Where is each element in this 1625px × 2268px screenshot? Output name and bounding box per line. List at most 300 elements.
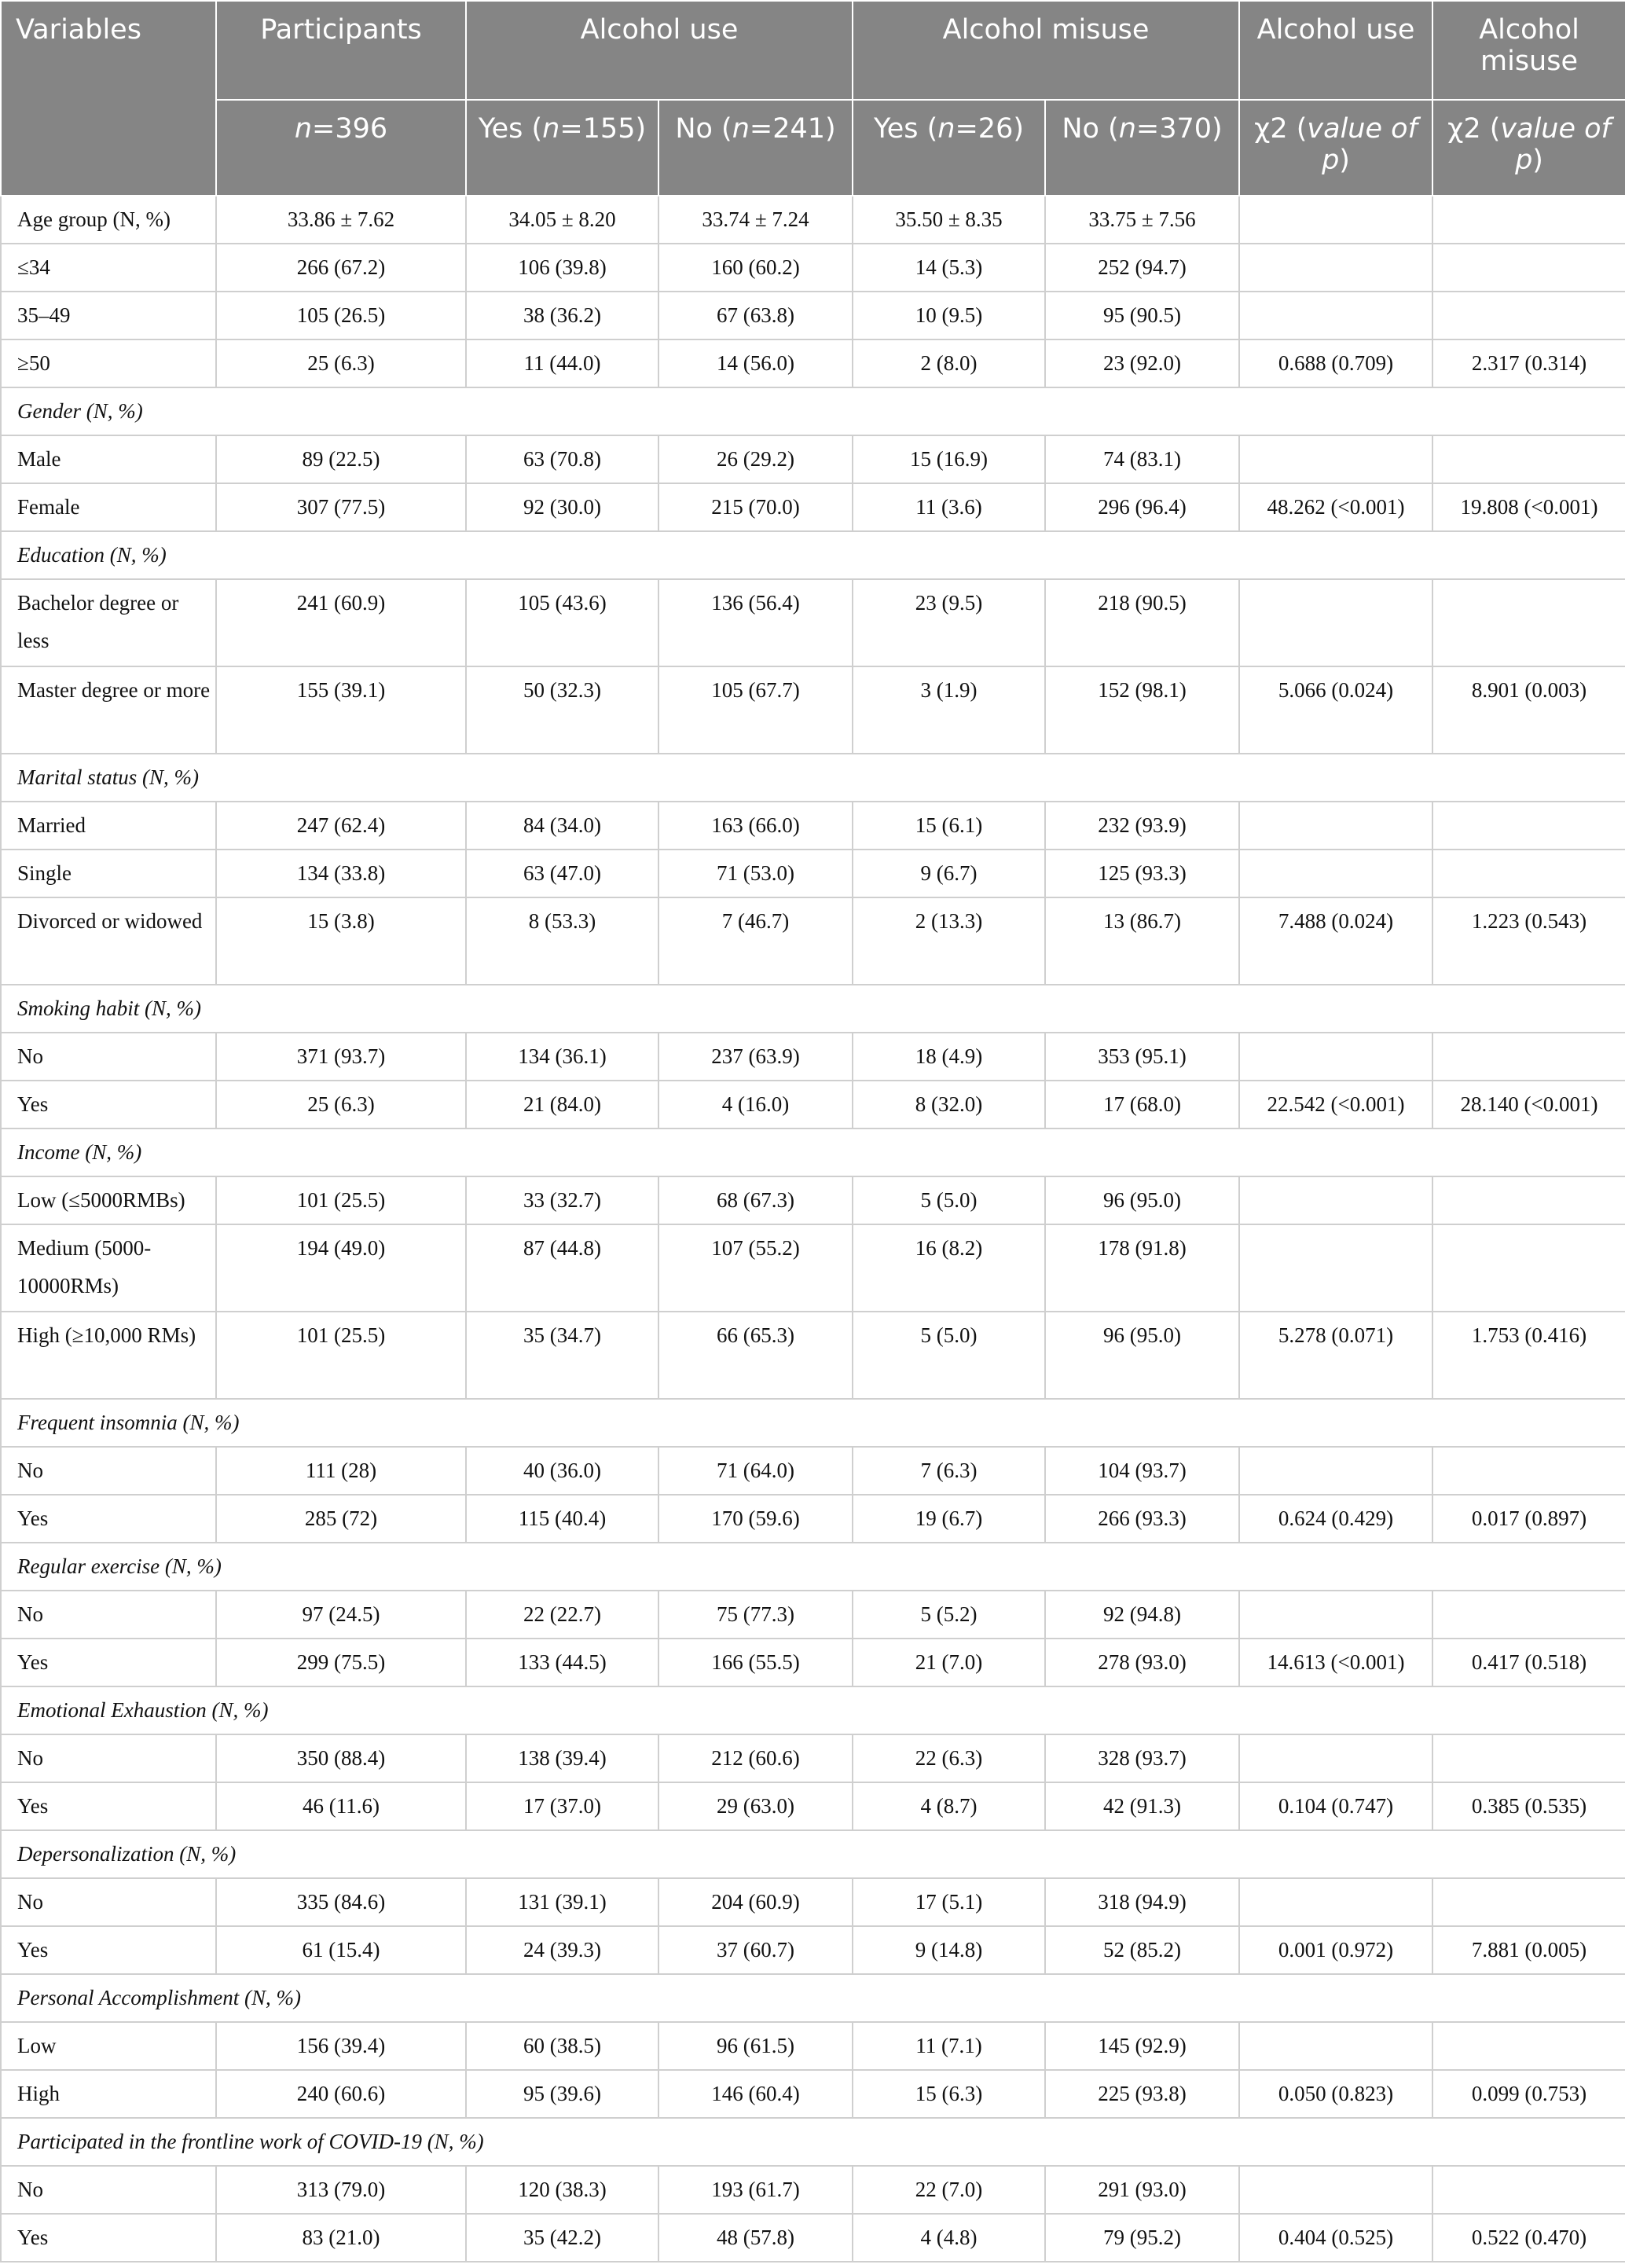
section-label: Gender (N, %) bbox=[1, 387, 1625, 435]
section-label: Education (N, %) bbox=[1, 531, 1625, 579]
section-row bbox=[1, 1128, 1625, 1176]
header-chi-use: Alcohol use bbox=[1239, 1, 1432, 100]
header-use-no bbox=[658, 100, 853, 196]
row-label: Yes bbox=[1, 1639, 216, 1686]
table-cell: 33.74 ± 7.24 bbox=[658, 196, 853, 244]
table-cell: 95 (90.5) bbox=[1045, 292, 1239, 339]
table-cell: 155 (39.1) bbox=[216, 666, 466, 754]
row-label: No bbox=[1, 1033, 216, 1081]
table-cell: 11 (44.0) bbox=[466, 339, 658, 387]
row-label: Low bbox=[1, 2022, 216, 2070]
table-cell: 19.808 (<0.001) bbox=[1432, 483, 1625, 531]
header-chi-misuse bbox=[1432, 1, 1625, 100]
n-symbol: n bbox=[1118, 113, 1136, 145]
table-cell: 95 (39.6) bbox=[466, 2070, 658, 2118]
table-cell: 21 (84.0) bbox=[466, 1081, 658, 1128]
table-cell bbox=[1239, 2022, 1432, 2070]
table-cell: 15 (3.8) bbox=[216, 897, 466, 985]
table-cell: 193 (61.7) bbox=[658, 2166, 853, 2214]
table-cell: 170 (59.6) bbox=[658, 1495, 853, 1543]
table-cell: 35 (34.7) bbox=[466, 1312, 658, 1399]
table-cell: 335 (84.6) bbox=[216, 1878, 466, 1926]
table-row bbox=[1, 292, 1625, 339]
table-cell: 131 (39.1) bbox=[466, 1878, 658, 1926]
table-cell: 96 (95.0) bbox=[1045, 1176, 1239, 1224]
table-cell: 178 (91.8) bbox=[1045, 1224, 1239, 1312]
header-participants: Participants bbox=[216, 1, 466, 100]
row-label: ≥50 bbox=[1, 339, 216, 387]
table-row bbox=[1, 1639, 1625, 1686]
header-chi-misuse-text: Alcohol misuse bbox=[1479, 14, 1579, 77]
row-label: Yes bbox=[1, 2214, 216, 2262]
table-cell: 33.86 ± 7.62 bbox=[216, 196, 466, 244]
table-row bbox=[1, 802, 1625, 850]
table-cell: 160 (60.2) bbox=[658, 244, 853, 292]
table-cell: 194 (49.0) bbox=[216, 1224, 466, 1312]
table-cell bbox=[1239, 244, 1432, 292]
section-row bbox=[1, 754, 1625, 802]
table-cell: 66 (65.3) bbox=[658, 1312, 853, 1399]
table-row bbox=[1, 435, 1625, 483]
use-yes-prefix: Yes ( bbox=[478, 113, 543, 145]
row-label: Married bbox=[1, 802, 216, 850]
table-cell: 23 (92.0) bbox=[1045, 339, 1239, 387]
use-no-value: =241) bbox=[749, 113, 836, 145]
table-cell: 22 (22.7) bbox=[466, 1591, 658, 1639]
table-cell: 105 (43.6) bbox=[466, 579, 658, 666]
table-cell: 134 (36.1) bbox=[466, 1033, 658, 1081]
table-cell: 0.104 (0.747) bbox=[1239, 1782, 1432, 1830]
table-cell: 266 (67.2) bbox=[216, 244, 466, 292]
table-cell: 0.624 (0.429) bbox=[1239, 1495, 1432, 1543]
table-cell bbox=[1432, 1591, 1625, 1639]
table-cell: 5 (5.0) bbox=[853, 1312, 1045, 1399]
table-row bbox=[1, 2022, 1625, 2070]
table-row bbox=[1, 2070, 1625, 2118]
table-cell: 307 (77.5) bbox=[216, 483, 466, 531]
table-cell bbox=[1432, 1878, 1625, 1926]
table-cell: 22 (7.0) bbox=[853, 2166, 1045, 2214]
table-cell: 33 (32.7) bbox=[466, 1176, 658, 1224]
table-cell: 134 (33.8) bbox=[216, 850, 466, 897]
table-cell: 3 (1.9) bbox=[853, 666, 1045, 754]
table-cell: 68 (67.3) bbox=[658, 1176, 853, 1224]
table-cell: 35 (42.2) bbox=[466, 2214, 658, 2262]
table-cell: 15 (6.1) bbox=[853, 802, 1045, 850]
table-cell: 37 (60.7) bbox=[658, 1926, 853, 1974]
row-label: ≤34 bbox=[1, 244, 216, 292]
section-row bbox=[1, 985, 1625, 1033]
table-cell: 23 (9.5) bbox=[853, 579, 1045, 666]
table-cell: 166 (55.5) bbox=[658, 1639, 853, 1686]
section-label: Smoking habit (N, %) bbox=[1, 985, 1625, 1033]
table-cell: 18 (4.9) bbox=[853, 1033, 1045, 1081]
table-cell: 105 (67.7) bbox=[658, 666, 853, 754]
table-cell: 25 (6.3) bbox=[216, 1081, 466, 1128]
table-cell: 92 (94.8) bbox=[1045, 1591, 1239, 1639]
table-cell bbox=[1432, 435, 1625, 483]
table-cell bbox=[1432, 1033, 1625, 1081]
table-cell: 350 (88.4) bbox=[216, 1734, 466, 1782]
table-cell: 4 (16.0) bbox=[658, 1081, 853, 1128]
row-label: Female bbox=[1, 483, 216, 531]
row-label: Yes bbox=[1, 1081, 216, 1128]
use-no-prefix: No ( bbox=[675, 113, 732, 145]
table-body bbox=[1, 196, 1625, 2262]
table-cell: 163 (66.0) bbox=[658, 802, 853, 850]
table-cell: 22 (6.3) bbox=[853, 1734, 1045, 1782]
table-cell: 11 (7.1) bbox=[853, 2022, 1045, 2070]
table-cell: 0.050 (0.823) bbox=[1239, 2070, 1432, 2118]
section-row bbox=[1, 387, 1625, 435]
table-cell bbox=[1239, 196, 1432, 244]
table-cell: 106 (39.8) bbox=[466, 244, 658, 292]
header-chi-value-misuse bbox=[1432, 100, 1625, 196]
misuse-yes-prefix: Yes ( bbox=[874, 113, 938, 145]
table-cell: 7.881 (0.005) bbox=[1432, 1926, 1625, 1974]
table-cell: 21 (7.0) bbox=[853, 1639, 1045, 1686]
misuse-no-prefix: No ( bbox=[1062, 113, 1119, 145]
row-label: No bbox=[1, 1878, 216, 1926]
row-label: No bbox=[1, 1447, 216, 1495]
table-cell: 71 (64.0) bbox=[658, 1447, 853, 1495]
table-cell: 14 (56.0) bbox=[658, 339, 853, 387]
section-label: Regular exercise (N, %) bbox=[1, 1543, 1625, 1591]
row-label: Male bbox=[1, 435, 216, 483]
section-row bbox=[1, 2118, 1625, 2166]
table-row bbox=[1, 1447, 1625, 1495]
chi-value-label: value of p bbox=[1500, 113, 1611, 176]
chi-label: χ2 ( bbox=[1254, 113, 1308, 145]
table-cell: 101 (25.5) bbox=[216, 1176, 466, 1224]
table-cell bbox=[1239, 1734, 1432, 1782]
table-cell: 19 (6.7) bbox=[853, 1495, 1045, 1543]
table-cell: 156 (39.4) bbox=[216, 2022, 466, 2070]
row-label: No bbox=[1, 2166, 216, 2214]
table-cell: 2 (13.3) bbox=[853, 897, 1045, 985]
section-label: Frequent insomnia (N, %) bbox=[1, 1399, 1625, 1447]
table-cell: 115 (40.4) bbox=[466, 1495, 658, 1543]
table-row bbox=[1, 1081, 1625, 1128]
table-cell: 371 (93.7) bbox=[216, 1033, 466, 1081]
table-cell bbox=[1432, 802, 1625, 850]
section-label: Personal Accomplishment (N, %) bbox=[1, 1974, 1625, 2022]
table-cell: 252 (94.7) bbox=[1045, 244, 1239, 292]
table-cell: 67 (63.8) bbox=[658, 292, 853, 339]
table-cell: 105 (26.5) bbox=[216, 292, 466, 339]
table-cell bbox=[1239, 1033, 1432, 1081]
row-label: Master degree or more bbox=[1, 666, 216, 754]
table-cell bbox=[1239, 1591, 1432, 1639]
table-cell: 8 (32.0) bbox=[853, 1081, 1045, 1128]
table-cell: 1.753 (0.416) bbox=[1432, 1312, 1625, 1399]
table-row bbox=[1, 339, 1625, 387]
table-cell: 0.099 (0.753) bbox=[1432, 2070, 1625, 2118]
table-cell bbox=[1239, 1176, 1432, 1224]
table-cell: 28.140 (<0.001) bbox=[1432, 1081, 1625, 1128]
table-cell: 247 (62.4) bbox=[216, 802, 466, 850]
table-cell: 46 (11.6) bbox=[216, 1782, 466, 1830]
table-cell: 5 (5.0) bbox=[853, 1176, 1045, 1224]
table-cell bbox=[1239, 1224, 1432, 1312]
section-label: Income (N, %) bbox=[1, 1128, 1625, 1176]
header-chi-value-use bbox=[1239, 100, 1432, 196]
table-cell: 240 (60.6) bbox=[216, 2070, 466, 2118]
table-cell: 152 (98.1) bbox=[1045, 666, 1239, 754]
chi-close: ) bbox=[1339, 145, 1350, 176]
table-cell bbox=[1432, 1224, 1625, 1312]
table-cell: 237 (63.9) bbox=[658, 1033, 853, 1081]
table-cell: 14 (5.3) bbox=[853, 244, 1045, 292]
table-cell: 296 (96.4) bbox=[1045, 483, 1239, 531]
table-row bbox=[1, 1312, 1625, 1399]
table-cell bbox=[1432, 292, 1625, 339]
table-cell bbox=[1239, 579, 1432, 666]
table-cell bbox=[1432, 579, 1625, 666]
table-cell bbox=[1432, 1734, 1625, 1782]
table-cell: 146 (60.4) bbox=[658, 2070, 853, 2118]
row-label: Divorced or widowed bbox=[1, 897, 216, 985]
table-cell: 48 (57.8) bbox=[658, 2214, 853, 2262]
table-cell: 0.522 (0.470) bbox=[1432, 2214, 1625, 2262]
table-cell: 8 (53.3) bbox=[466, 897, 658, 985]
table-cell: 136 (56.4) bbox=[658, 579, 853, 666]
table-cell: 138 (39.4) bbox=[466, 1734, 658, 1782]
table-cell: 0.688 (0.709) bbox=[1239, 339, 1432, 387]
row-label: 35–49 bbox=[1, 292, 216, 339]
chi-value-label: value of p bbox=[1307, 113, 1418, 176]
row-label: Yes bbox=[1, 1926, 216, 1974]
table-cell: 0.017 (0.897) bbox=[1432, 1495, 1625, 1543]
row-label: High (≥10,000 RMs) bbox=[1, 1312, 216, 1399]
table-cell: 96 (61.5) bbox=[658, 2022, 853, 2070]
misuse-no-value: =370) bbox=[1135, 113, 1223, 145]
n-symbol: n bbox=[294, 113, 313, 145]
table-cell: 313 (79.0) bbox=[216, 2166, 466, 2214]
table-cell: 5 (5.2) bbox=[853, 1591, 1045, 1639]
table-cell bbox=[1432, 196, 1625, 244]
table-cell: 107 (55.2) bbox=[658, 1224, 853, 1312]
table-cell: 0.385 (0.535) bbox=[1432, 1782, 1625, 1830]
chi-close: ) bbox=[1532, 145, 1543, 176]
table-cell: 104 (93.7) bbox=[1045, 1447, 1239, 1495]
table-row bbox=[1, 1591, 1625, 1639]
table-cell: 71 (53.0) bbox=[658, 850, 853, 897]
row-label: Yes bbox=[1, 1495, 216, 1543]
row-label: Yes bbox=[1, 1782, 216, 1830]
table-cell bbox=[1239, 850, 1432, 897]
table-row bbox=[1, 1734, 1625, 1782]
n-symbol: n bbox=[937, 113, 956, 145]
table-cell bbox=[1239, 435, 1432, 483]
table-header bbox=[1, 1, 1625, 196]
table-row bbox=[1, 1878, 1625, 1926]
misuse-yes-value: =26) bbox=[955, 113, 1025, 145]
table-cell bbox=[1239, 1447, 1432, 1495]
header-alcohol-misuse: Alcohol misuse bbox=[853, 1, 1239, 100]
table-cell: 87 (44.8) bbox=[466, 1224, 658, 1312]
table-cell: 145 (92.9) bbox=[1045, 2022, 1239, 2070]
table-cell: 4 (8.7) bbox=[853, 1782, 1045, 1830]
table-cell: 1.223 (0.543) bbox=[1432, 897, 1625, 985]
table-cell: 266 (93.3) bbox=[1045, 1495, 1239, 1543]
header-row-2 bbox=[1, 100, 1625, 196]
header-n-total bbox=[216, 100, 466, 196]
table-cell: 212 (60.6) bbox=[658, 1734, 853, 1782]
table-cell: 17 (5.1) bbox=[853, 1878, 1045, 1926]
section-label: Participated in the frontline work of COVID-19 (N, %) bbox=[1, 2118, 1625, 2166]
table-cell: 38 (36.2) bbox=[466, 292, 658, 339]
table-row bbox=[1, 1033, 1625, 1081]
table-cell: 5.278 (0.071) bbox=[1239, 1312, 1432, 1399]
table-cell: 52 (85.2) bbox=[1045, 1926, 1239, 1974]
table-cell bbox=[1432, 1447, 1625, 1495]
table-cell: 328 (93.7) bbox=[1045, 1734, 1239, 1782]
table-row bbox=[1, 1176, 1625, 1224]
table-cell bbox=[1432, 850, 1625, 897]
n-symbol: n bbox=[732, 113, 750, 145]
row-label: Single bbox=[1, 850, 216, 897]
use-yes-value: =155) bbox=[559, 113, 647, 145]
section-row bbox=[1, 1399, 1625, 1447]
table-row bbox=[1, 1926, 1625, 1974]
table-cell: 232 (93.9) bbox=[1045, 802, 1239, 850]
table-cell: 15 (16.9) bbox=[853, 435, 1045, 483]
table-cell: 0.404 (0.525) bbox=[1239, 2214, 1432, 2262]
table-cell: 13 (86.7) bbox=[1045, 897, 1239, 985]
table-cell: 42 (91.3) bbox=[1045, 1782, 1239, 1830]
section-row bbox=[1, 531, 1625, 579]
section-label: Depersonalization (N, %) bbox=[1, 1830, 1625, 1878]
table-cell: 60 (38.5) bbox=[466, 2022, 658, 2070]
table-cell: 17 (68.0) bbox=[1045, 1081, 1239, 1128]
table-cell: 63 (47.0) bbox=[466, 850, 658, 897]
table-cell: 4 (4.8) bbox=[853, 2214, 1045, 2262]
table-cell bbox=[1432, 2166, 1625, 2214]
table-row bbox=[1, 244, 1625, 292]
table-cell: 5.066 (0.024) bbox=[1239, 666, 1432, 754]
row-label: High bbox=[1, 2070, 216, 2118]
table-cell: 225 (93.8) bbox=[1045, 2070, 1239, 2118]
header-variables: Variables bbox=[1, 1, 216, 196]
table-row bbox=[1, 850, 1625, 897]
table-cell: 92 (30.0) bbox=[466, 483, 658, 531]
table-cell: 35.50 ± 8.35 bbox=[853, 196, 1045, 244]
section-row bbox=[1, 1686, 1625, 1734]
table-row bbox=[1, 897, 1625, 985]
table-cell: 50 (32.3) bbox=[466, 666, 658, 754]
table-cell bbox=[1239, 802, 1432, 850]
table-cell: 120 (38.3) bbox=[466, 2166, 658, 2214]
section-label: Emotional Exhaustion (N, %) bbox=[1, 1686, 1625, 1734]
header-misuse-yes bbox=[853, 100, 1045, 196]
row-label: Medium (5000-10000RMs) bbox=[1, 1224, 216, 1312]
header-use-yes bbox=[466, 100, 658, 196]
table-cell: 17 (37.0) bbox=[466, 1782, 658, 1830]
table-cell: 16 (8.2) bbox=[853, 1224, 1045, 1312]
table-cell: 25 (6.3) bbox=[216, 339, 466, 387]
n-total-value: =396 bbox=[312, 113, 388, 145]
row-label: Low (≤5000RMBs) bbox=[1, 1176, 216, 1224]
table-row bbox=[1, 666, 1625, 754]
table-cell: 33.75 ± 7.56 bbox=[1045, 196, 1239, 244]
table-cell: 285 (72) bbox=[216, 1495, 466, 1543]
section-row bbox=[1, 1830, 1625, 1878]
section-row bbox=[1, 1974, 1625, 2022]
table-cell: 97 (24.5) bbox=[216, 1591, 466, 1639]
table-cell: 299 (75.5) bbox=[216, 1639, 466, 1686]
table-cell: 7.488 (0.024) bbox=[1239, 897, 1432, 985]
header-misuse-no bbox=[1045, 100, 1239, 196]
row-label: No bbox=[1, 1734, 216, 1782]
table-cell bbox=[1239, 2166, 1432, 2214]
table-cell: 26 (29.2) bbox=[658, 435, 853, 483]
table-cell: 61 (15.4) bbox=[216, 1926, 466, 1974]
chi-label: χ2 ( bbox=[1447, 113, 1501, 145]
table-cell: 125 (93.3) bbox=[1045, 850, 1239, 897]
table-cell: 84 (34.0) bbox=[466, 802, 658, 850]
table-row bbox=[1, 1495, 1625, 1543]
table-cell: 63 (70.8) bbox=[466, 435, 658, 483]
table-cell: 2 (8.0) bbox=[853, 339, 1045, 387]
section-row bbox=[1, 1543, 1625, 1591]
table-cell: 75 (77.3) bbox=[658, 1591, 853, 1639]
table-row bbox=[1, 1224, 1625, 1312]
table-cell: 215 (70.0) bbox=[658, 483, 853, 531]
table-cell: 204 (60.9) bbox=[658, 1878, 853, 1926]
table-cell: 24 (39.3) bbox=[466, 1926, 658, 1974]
table-cell bbox=[1239, 1878, 1432, 1926]
table-row bbox=[1, 2214, 1625, 2262]
table-cell: 278 (93.0) bbox=[1045, 1639, 1239, 1686]
table-cell: 89 (22.5) bbox=[216, 435, 466, 483]
table-cell: 34.05 ± 8.20 bbox=[466, 196, 658, 244]
row-label: Age group (N, %) bbox=[1, 196, 216, 244]
row-label: Bachelor degree or less bbox=[1, 579, 216, 666]
table-cell: 79 (95.2) bbox=[1045, 2214, 1239, 2262]
table-cell: 11 (3.6) bbox=[853, 483, 1045, 531]
table-cell: 7 (46.7) bbox=[658, 897, 853, 985]
table-cell: 22.542 (<0.001) bbox=[1239, 1081, 1432, 1128]
table-cell: 96 (95.0) bbox=[1045, 1312, 1239, 1399]
table-cell: 353 (95.1) bbox=[1045, 1033, 1239, 1081]
table-row bbox=[1, 1782, 1625, 1830]
table-row bbox=[1, 483, 1625, 531]
table-cell: 241 (60.9) bbox=[216, 579, 466, 666]
table-cell: 8.901 (0.003) bbox=[1432, 666, 1625, 754]
table-cell bbox=[1432, 1176, 1625, 1224]
header-alcohol-use: Alcohol use bbox=[466, 1, 853, 100]
table-cell bbox=[1432, 244, 1625, 292]
table-cell: 9 (6.7) bbox=[853, 850, 1045, 897]
table-cell: 2.317 (0.314) bbox=[1432, 339, 1625, 387]
table-row bbox=[1, 2166, 1625, 2214]
table-cell: 48.262 (<0.001) bbox=[1239, 483, 1432, 531]
table-row bbox=[1, 196, 1625, 244]
table-row bbox=[1, 579, 1625, 666]
table-cell: 0.417 (0.518) bbox=[1432, 1639, 1625, 1686]
table-cell bbox=[1432, 2022, 1625, 2070]
row-label: No bbox=[1, 1591, 216, 1639]
table-cell: 40 (36.0) bbox=[466, 1447, 658, 1495]
table-cell: 15 (6.3) bbox=[853, 2070, 1045, 2118]
table-cell bbox=[1239, 292, 1432, 339]
table-cell: 9 (14.8) bbox=[853, 1926, 1045, 1974]
table-cell: 0.001 (0.972) bbox=[1239, 1926, 1432, 1974]
table-cell: 133 (44.5) bbox=[466, 1639, 658, 1686]
header-row-1 bbox=[1, 1, 1625, 100]
table-cell: 291 (93.0) bbox=[1045, 2166, 1239, 2214]
